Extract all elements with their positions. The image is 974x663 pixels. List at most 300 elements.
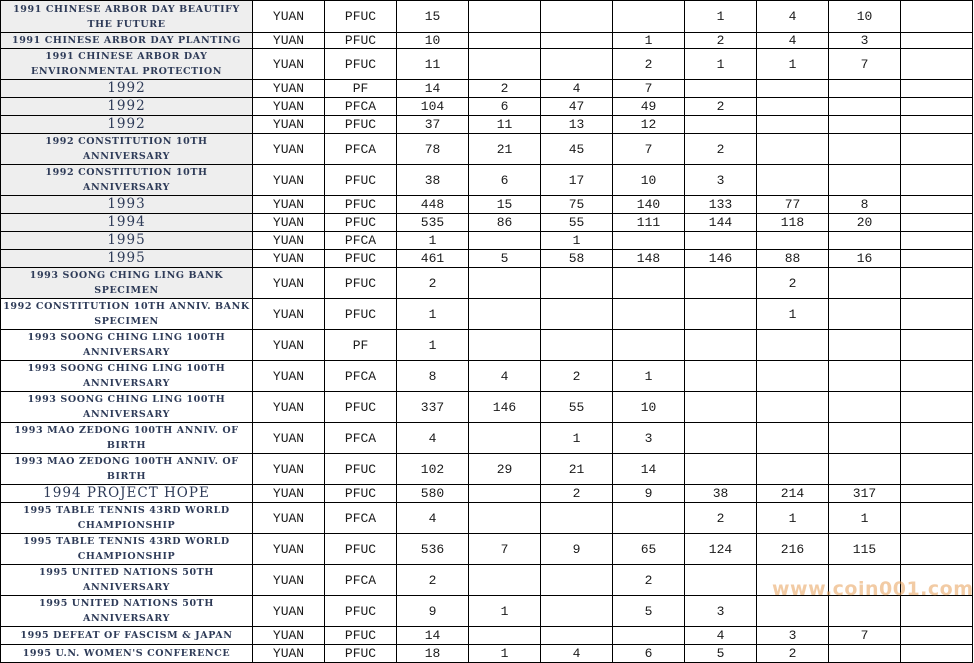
grade-cell: PFUC [325,534,397,565]
currency-cell: YUAN [253,485,325,503]
grade-count-cell: 4 [541,80,613,98]
grade-count-cell [541,1,613,33]
table-row [1,232,973,250]
grade-count-cell [685,565,757,596]
table-row [1,361,973,392]
grade-count-cell [613,627,685,645]
table-row [1,627,973,645]
grade-count-cell: 65 [613,534,685,565]
grade-count-cell [757,232,829,250]
grade-count-cell [901,134,973,165]
currency-cell: YUAN [253,1,325,33]
grade-count-cell [757,423,829,454]
grade-count-cell [901,250,973,268]
total-count-cell: 337 [397,392,469,423]
coin-name-cell: 1991 CHINESE ARBOR DAY PLANTING [1,33,253,49]
grade-count-cell: 1 [757,299,829,330]
grade-count-cell [757,361,829,392]
grade-count-cell [829,165,901,196]
grade-count-cell [685,299,757,330]
grade-count-cell: 45 [541,134,613,165]
grade-count-cell: 111 [613,214,685,232]
grade-count-cell: 49 [613,98,685,116]
coin-name-cell: 1992 [1,116,253,134]
grade-count-cell: 3 [829,33,901,49]
coin-name-cell: 1995 UNITED NATIONS 50TH ANNIVERSARY [1,565,253,596]
total-count-cell: 1 [397,330,469,361]
grade-count-cell [613,299,685,330]
total-count-cell: 2 [397,268,469,299]
grade-count-cell: 86 [469,214,541,232]
table-row [1,392,973,423]
grade-count-cell [469,485,541,503]
grade-count-cell [829,232,901,250]
grade-count-cell [829,565,901,596]
currency-cell: YUAN [253,423,325,454]
grade-count-cell [901,534,973,565]
grade-count-cell: 13 [541,116,613,134]
grade-count-cell: 11 [469,116,541,134]
grade-count-cell [829,134,901,165]
grade-count-cell: 7 [613,80,685,98]
grade-cell: PFCA [325,503,397,534]
coin-name-cell: 1993 SOONG CHING LING 100TH ANNIVERSARY [1,330,253,361]
grade-count-cell: 12 [613,116,685,134]
grade-count-cell: 2 [613,565,685,596]
currency-cell: YUAN [253,80,325,98]
grade-count-cell: 2 [469,80,541,98]
grade-cell: PFUC [325,268,397,299]
grade-count-cell: 1 [613,361,685,392]
table-row [1,268,973,299]
table-body [1,1,973,663]
grade-count-cell [469,232,541,250]
grade-count-cell: 75 [541,196,613,214]
currency-cell: YUAN [253,268,325,299]
coin-name-cell: 1995 U.N. WOMEN'S CONFERENCE [1,645,253,663]
grade-count-cell [469,503,541,534]
grade-count-cell: 21 [541,454,613,485]
table-row [1,165,973,196]
grade-count-cell [613,268,685,299]
grade-count-cell [613,503,685,534]
grade-count-cell [613,232,685,250]
grade-count-cell [901,627,973,645]
grade-count-cell: 2 [541,361,613,392]
table-row [1,534,973,565]
currency-cell: YUAN [253,214,325,232]
total-count-cell: 8 [397,361,469,392]
grade-count-cell: 4 [541,645,613,663]
grade-count-cell [685,268,757,299]
grade-count-cell [469,423,541,454]
grade-count-cell [469,33,541,49]
total-count-cell: 535 [397,214,469,232]
coin-name-cell: 1993 SOONG CHING LING 100TH ANNIVERSARY [1,392,253,423]
grade-count-cell [757,596,829,627]
total-count-cell: 1 [397,299,469,330]
grade-count-cell [757,330,829,361]
total-count-cell: 15 [397,1,469,33]
table-row [1,503,973,534]
grade-count-cell [829,392,901,423]
grade-count-cell: 7 [613,134,685,165]
grade-count-cell: 4 [757,33,829,49]
grade-cell: PFUC [325,485,397,503]
currency-cell: YUAN [253,627,325,645]
grade-cell: PFUC [325,627,397,645]
coin-name-cell: 1994 [1,214,253,232]
total-count-cell: 38 [397,165,469,196]
total-count-cell: 10 [397,33,469,49]
grade-count-cell: 21 [469,134,541,165]
grade-count-cell [829,423,901,454]
grade-cell: PFCA [325,134,397,165]
grade-count-cell [613,330,685,361]
grade-cell: PFUC [325,214,397,232]
grade-count-cell [685,423,757,454]
grade-count-cell [469,627,541,645]
table-row [1,80,973,98]
currency-cell: YUAN [253,196,325,214]
grade-count-cell: 6 [469,165,541,196]
coin-name-cell: 1991 CHINESE ARBOR DAY BEAUTIFY THE FUTURE [1,1,253,33]
grade-count-cell [685,361,757,392]
grade-cell: PFUC [325,165,397,196]
grade-count-cell [685,392,757,423]
grade-count-cell [541,268,613,299]
grade-count-cell [901,80,973,98]
grade-count-cell [829,361,901,392]
coin-name-cell: 1995 TABLE TENNIS 43RD WORLD CHAMPIONSHIP [1,503,253,534]
coin-name-cell: 1992 [1,80,253,98]
total-count-cell: 9 [397,596,469,627]
grade-count-cell [901,33,973,49]
grade-count-cell: 10 [613,165,685,196]
grade-count-cell: 77 [757,196,829,214]
grade-cell: PFUC [325,454,397,485]
currency-cell: YUAN [253,98,325,116]
table-row [1,565,973,596]
grade-count-cell [901,116,973,134]
coin-name-cell: 1993 MAO ZEDONG 100TH ANNIV. OF BIRTH [1,454,253,485]
grade-cell: PFCA [325,565,397,596]
grade-count-cell: 1 [757,49,829,80]
grade-count-cell: 6 [613,645,685,663]
table-row [1,134,973,165]
grade-count-cell: 214 [757,485,829,503]
total-count-cell: 461 [397,250,469,268]
coin-name-cell: 1992 [1,98,253,116]
grade-count-cell: 10 [829,1,901,33]
coin-name-cell: 1994 PROJECT HOPE [1,485,253,503]
coin-name-cell: 1995 UNITED NATIONS 50TH ANNIVERSARY [1,596,253,627]
grade-count-cell: 2 [541,485,613,503]
site-watermark: www.coin001.com [772,578,974,600]
grade-cell: PFCA [325,361,397,392]
grade-cell: PFUC [325,596,397,627]
table-row [1,116,973,134]
grade-cell: PFCA [325,98,397,116]
grade-count-cell: 38 [685,485,757,503]
grade-count-cell [901,268,973,299]
grade-count-cell [829,596,901,627]
grade-count-cell: 2 [685,503,757,534]
grade-cell: PFUC [325,33,397,49]
table-row [1,423,973,454]
grade-count-cell [685,232,757,250]
grade-count-cell [469,565,541,596]
total-count-cell: 11 [397,49,469,80]
grade-count-cell [541,596,613,627]
grade-count-cell [901,503,973,534]
grade-count-cell [901,98,973,116]
grade-count-cell [901,165,973,196]
coin-name-cell: 1995 DEFEAT OF FASCISM & JAPAN [1,627,253,645]
grade-count-cell [901,299,973,330]
coin-name-cell: 1992 CONSTITUTION 10TH ANNIVERSARY [1,134,253,165]
grade-count-cell: 29 [469,454,541,485]
grade-count-cell [469,268,541,299]
grade-count-cell [901,196,973,214]
grade-count-cell: 216 [757,534,829,565]
grade-count-cell [541,299,613,330]
currency-cell: YUAN [253,361,325,392]
grade-cell: PFUC [325,392,397,423]
grade-count-cell: 2 [757,268,829,299]
grade-count-cell: 58 [541,250,613,268]
currency-cell: YUAN [253,565,325,596]
grade-count-cell: 17 [541,165,613,196]
table-row [1,49,973,80]
grade-cell: PFUC [325,299,397,330]
coin-name-cell: 1993 MAO ZEDONG 100TH ANNIV. OF BIRTH [1,423,253,454]
currency-cell: YUAN [253,645,325,663]
grade-count-cell: 6 [469,98,541,116]
grade-count-cell: 144 [685,214,757,232]
table-row [1,485,973,503]
grade-count-cell [541,627,613,645]
grade-count-cell [613,1,685,33]
grade-count-cell [901,232,973,250]
grade-count-cell [469,49,541,80]
grade-count-cell: 124 [685,534,757,565]
grade-count-cell: 317 [829,485,901,503]
grade-cell: PFUC [325,1,397,33]
grade-count-cell [901,485,973,503]
table-row [1,214,973,232]
grade-count-cell: 9 [613,485,685,503]
grade-cell: PFCA [325,423,397,454]
grade-count-cell [541,49,613,80]
total-count-cell: 78 [397,134,469,165]
grade-count-cell: 3 [685,165,757,196]
grade-count-cell [829,268,901,299]
grade-count-cell: 148 [613,250,685,268]
currency-cell: YUAN [253,33,325,49]
grade-count-cell [757,565,829,596]
grade-count-cell: 1 [541,232,613,250]
grade-count-cell: 5 [469,250,541,268]
grade-count-cell [685,330,757,361]
currency-cell: YUAN [253,116,325,134]
total-count-cell: 102 [397,454,469,485]
grade-count-cell [757,165,829,196]
grade-cell: PFUC [325,645,397,663]
grade-count-cell [901,49,973,80]
total-count-cell: 18 [397,645,469,663]
grade-count-cell: 2 [613,49,685,80]
grade-count-cell: 1 [469,596,541,627]
total-count-cell: 1 [397,232,469,250]
table-row [1,454,973,485]
grade-count-cell: 1 [469,645,541,663]
total-count-cell: 4 [397,503,469,534]
grade-count-cell: 14 [613,454,685,485]
grade-count-cell [541,33,613,49]
currency-cell: YUAN [253,330,325,361]
grade-count-cell: 15 [469,196,541,214]
coin-name-cell: 1993 [1,196,253,214]
currency-cell: YUAN [253,250,325,268]
grade-cell: PFUC [325,196,397,214]
coin-name-cell: 1993 SOONG CHING LING 100TH ANNIVERSARY [1,361,253,392]
grade-count-cell [541,565,613,596]
total-count-cell: 4 [397,423,469,454]
currency-cell: YUAN [253,392,325,423]
grade-count-cell [469,299,541,330]
grade-cell: PF [325,330,397,361]
grade-cell: PF [325,80,397,98]
grade-count-cell: 133 [685,196,757,214]
grade-count-cell: 115 [829,534,901,565]
coin-name-cell: 1995 [1,250,253,268]
grade-cell: PFCA [325,232,397,250]
grade-count-cell [757,454,829,485]
grade-count-cell [901,330,973,361]
grade-count-cell: 1 [613,33,685,49]
grade-count-cell [685,80,757,98]
grade-count-cell: 20 [829,214,901,232]
grade-count-cell [829,98,901,116]
table-row [1,1,973,33]
currency-cell: YUAN [253,503,325,534]
total-count-cell: 14 [397,627,469,645]
grade-count-cell: 3 [757,627,829,645]
grade-count-cell [901,645,973,663]
grade-count-cell: 3 [613,423,685,454]
grade-count-cell: 9 [541,534,613,565]
grade-count-cell [757,392,829,423]
table-row [1,33,973,49]
grade-count-cell [469,1,541,33]
table-row [1,645,973,663]
grade-count-cell: 2 [685,134,757,165]
grade-count-cell [901,565,973,596]
grade-count-cell: 2 [685,33,757,49]
grade-count-cell: 7 [829,627,901,645]
table-row [1,196,973,214]
grade-count-cell [757,80,829,98]
grade-count-cell: 4 [685,627,757,645]
coin-name-cell: 1995 [1,232,253,250]
grade-count-cell [757,116,829,134]
grade-count-cell: 10 [613,392,685,423]
grade-count-cell: 16 [829,250,901,268]
grade-count-cell [901,596,973,627]
table-row [1,596,973,627]
currency-cell: YUAN [253,49,325,80]
total-count-cell: 448 [397,196,469,214]
grade-count-cell [829,330,901,361]
coin-name-cell: 1991 CHINESE ARBOR DAY ENVIRONMENTAL PROTECTION [1,49,253,80]
grade-count-cell [901,214,973,232]
table-row [1,299,973,330]
currency-cell: YUAN [253,534,325,565]
grade-count-cell [757,98,829,116]
grade-count-cell: 4 [757,1,829,33]
total-count-cell: 2 [397,565,469,596]
coin-name-cell: 1995 TABLE TENNIS 43RD WORLD CHAMPIONSHIP [1,534,253,565]
currency-cell: YUAN [253,165,325,196]
grade-count-cell: 140 [613,196,685,214]
currency-cell: YUAN [253,232,325,250]
grade-count-cell: 7 [469,534,541,565]
grade-count-cell: 1 [829,503,901,534]
grade-count-cell [685,454,757,485]
coin-name-cell: 1992 CONSTITUTION 10TH ANNIVERSARY [1,165,253,196]
grade-cell: PFUC [325,250,397,268]
total-count-cell: 536 [397,534,469,565]
table-row [1,250,973,268]
currency-cell: YUAN [253,299,325,330]
grade-count-cell: 55 [541,392,613,423]
total-count-cell: 37 [397,116,469,134]
total-count-cell: 104 [397,98,469,116]
coin-name-cell: 1992 CONSTITUTION 10TH ANNIV. BANK SPECIMEN [1,299,253,330]
coin-name-cell: 1993 SOONG CHING LING BANK SPECIMEN [1,268,253,299]
grade-count-cell [829,454,901,485]
grade-count-cell: 8 [829,196,901,214]
grade-count-cell: 5 [685,645,757,663]
grade-count-cell: 146 [469,392,541,423]
grade-count-cell [541,330,613,361]
grade-cell: PFUC [325,116,397,134]
grade-count-cell: 3 [685,596,757,627]
table-row [1,330,973,361]
total-count-cell: 14 [397,80,469,98]
grade-count-cell: 7 [829,49,901,80]
grade-count-cell [901,392,973,423]
grade-count-cell: 1 [685,49,757,80]
grade-count-cell: 1 [757,503,829,534]
grade-count-cell [829,116,901,134]
grade-count-cell: 1 [541,423,613,454]
grade-count-cell: 55 [541,214,613,232]
grade-count-cell: 118 [757,214,829,232]
grade-count-cell: 88 [757,250,829,268]
grade-count-cell [541,503,613,534]
grade-count-cell [829,80,901,98]
currency-cell: YUAN [253,134,325,165]
currency-cell: YUAN [253,596,325,627]
grade-cell: PFUC [325,49,397,80]
grade-count-cell [469,330,541,361]
grade-count-cell: 4 [469,361,541,392]
grade-count-cell [829,645,901,663]
grade-count-cell: 5 [613,596,685,627]
grade-count-cell [901,454,973,485]
